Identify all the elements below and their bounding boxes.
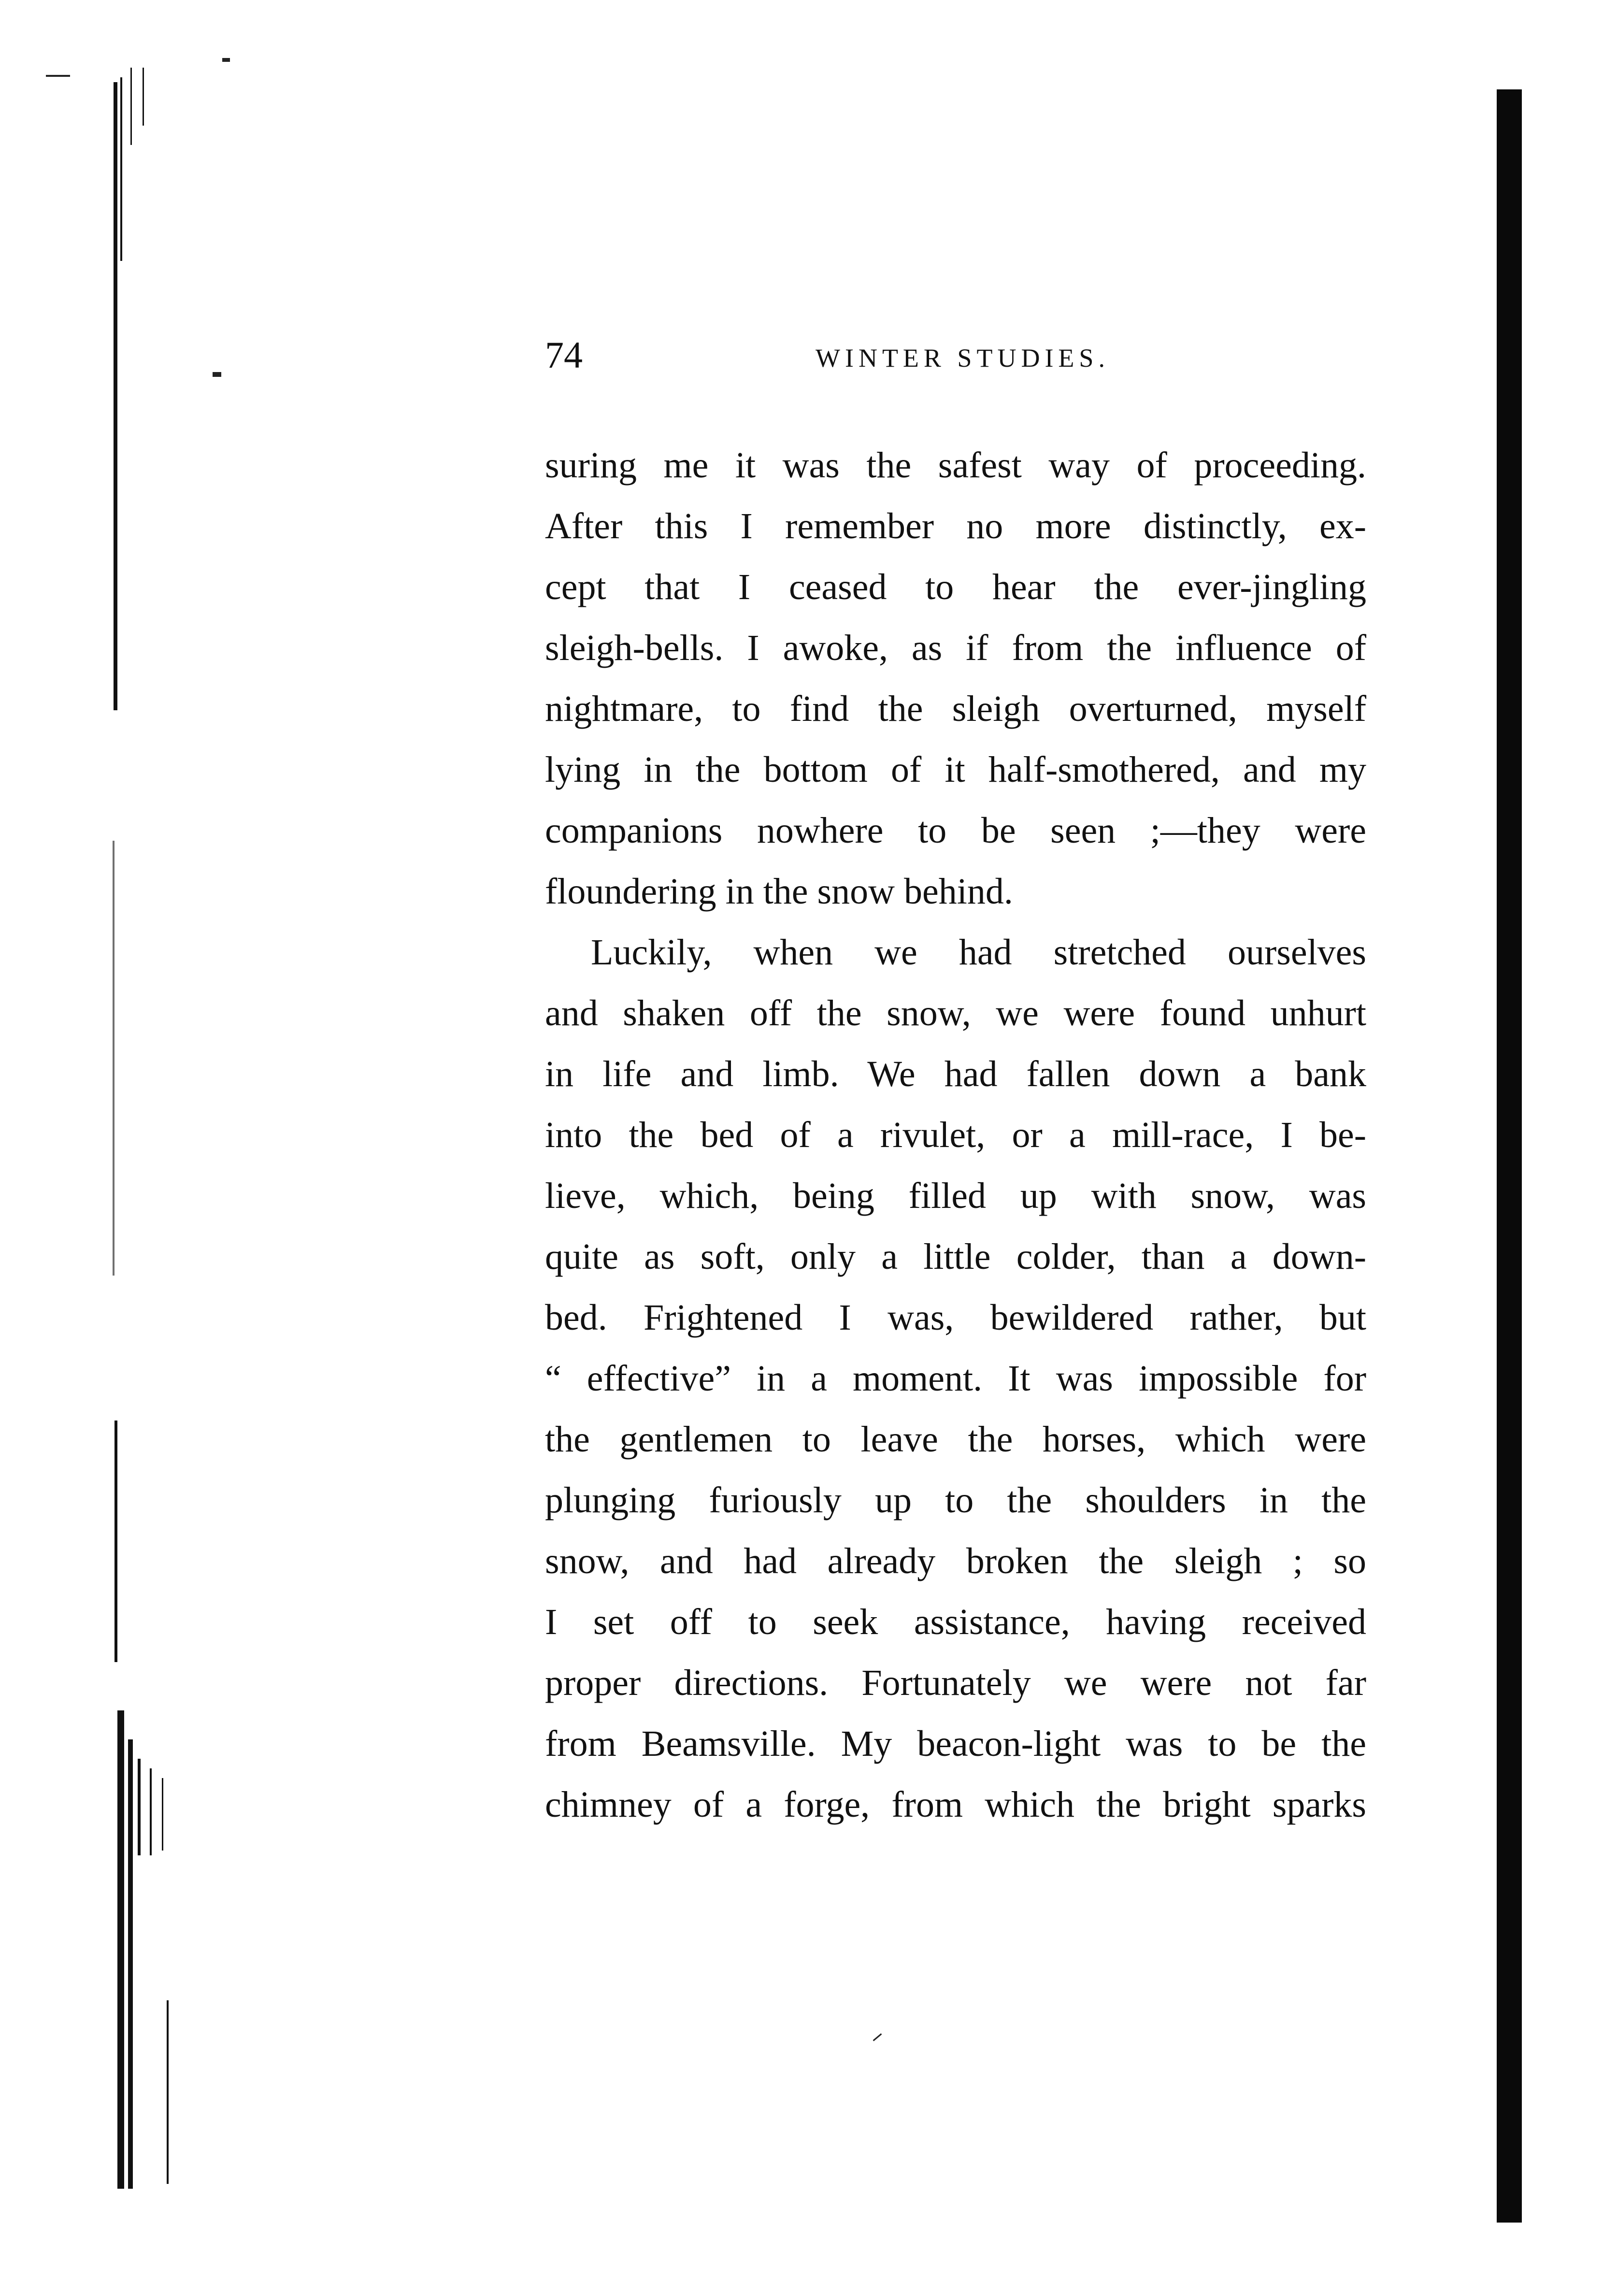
text-line: and shaken off the snow, we were found unhurt — [545, 993, 1366, 1033]
text-line: plunging furiously up to the shoulders in the — [545, 1480, 1366, 1521]
text-line: sleigh-bells. I awoke, as if from the influence of — [545, 628, 1366, 668]
text-line: “ effective” in a moment. It was impossible for — [545, 1358, 1366, 1399]
text-line: proper directions. Fortunately we were not far — [545, 1663, 1366, 1703]
page-number: 74 — [545, 334, 583, 376]
text-line: snow, and had already broken the sleigh ; so — [545, 1541, 1366, 1581]
text-line: into the bed of a rivulet, or a mill-race, I be- — [545, 1115, 1366, 1155]
binding-gutter — [89, 68, 215, 2203]
text-line: from Beamsville. My beacon-light was to be the — [545, 1723, 1366, 1764]
text-line: bed. Frightened I was, bewildered rather, but — [545, 1297, 1366, 1338]
text-line: After this I remember no more distinctly, ex- — [545, 506, 1366, 546]
text-line: companions nowhere to be seen ;—they were — [545, 810, 1366, 851]
page-header — [545, 333, 1366, 387]
text-line: the gentlemen to leave the horses, which were — [545, 1419, 1366, 1460]
text-line: lieve, which, being filled up with snow, was — [545, 1176, 1366, 1216]
text-line: in life and limb. We had fallen down a bank — [545, 1054, 1366, 1094]
text-line: floundering in the snow behind. — [545, 871, 1013, 912]
text-line: I set off to seek assistance, having received — [545, 1602, 1366, 1642]
text-line: Luckily, when we had stretched ourselves — [591, 932, 1366, 973]
running-head: WINTER STUDIES. — [816, 344, 1110, 373]
scan-mark — [873, 2033, 882, 2041]
text-line: lying in the bottom of it half-smothered, and my — [545, 749, 1366, 790]
text-line: chimney of a forge, from which the bright sparks — [545, 1784, 1366, 1825]
scan-mark — [46, 75, 70, 77]
text-line: quite as soft, only a little colder, than a down- — [545, 1236, 1366, 1277]
scan-mark — [213, 372, 221, 377]
body-text — [545, 435, 1366, 1835]
text-line: nightmare, to find the sleigh overturned, myself — [545, 689, 1366, 729]
text-line: cept that I ceased to hear the ever-jingling — [545, 567, 1366, 607]
text-line: suring me it was the safest way of proceeding. — [545, 445, 1366, 486]
page-edge-bar — [1497, 89, 1522, 2223]
scan-mark — [222, 58, 230, 62]
